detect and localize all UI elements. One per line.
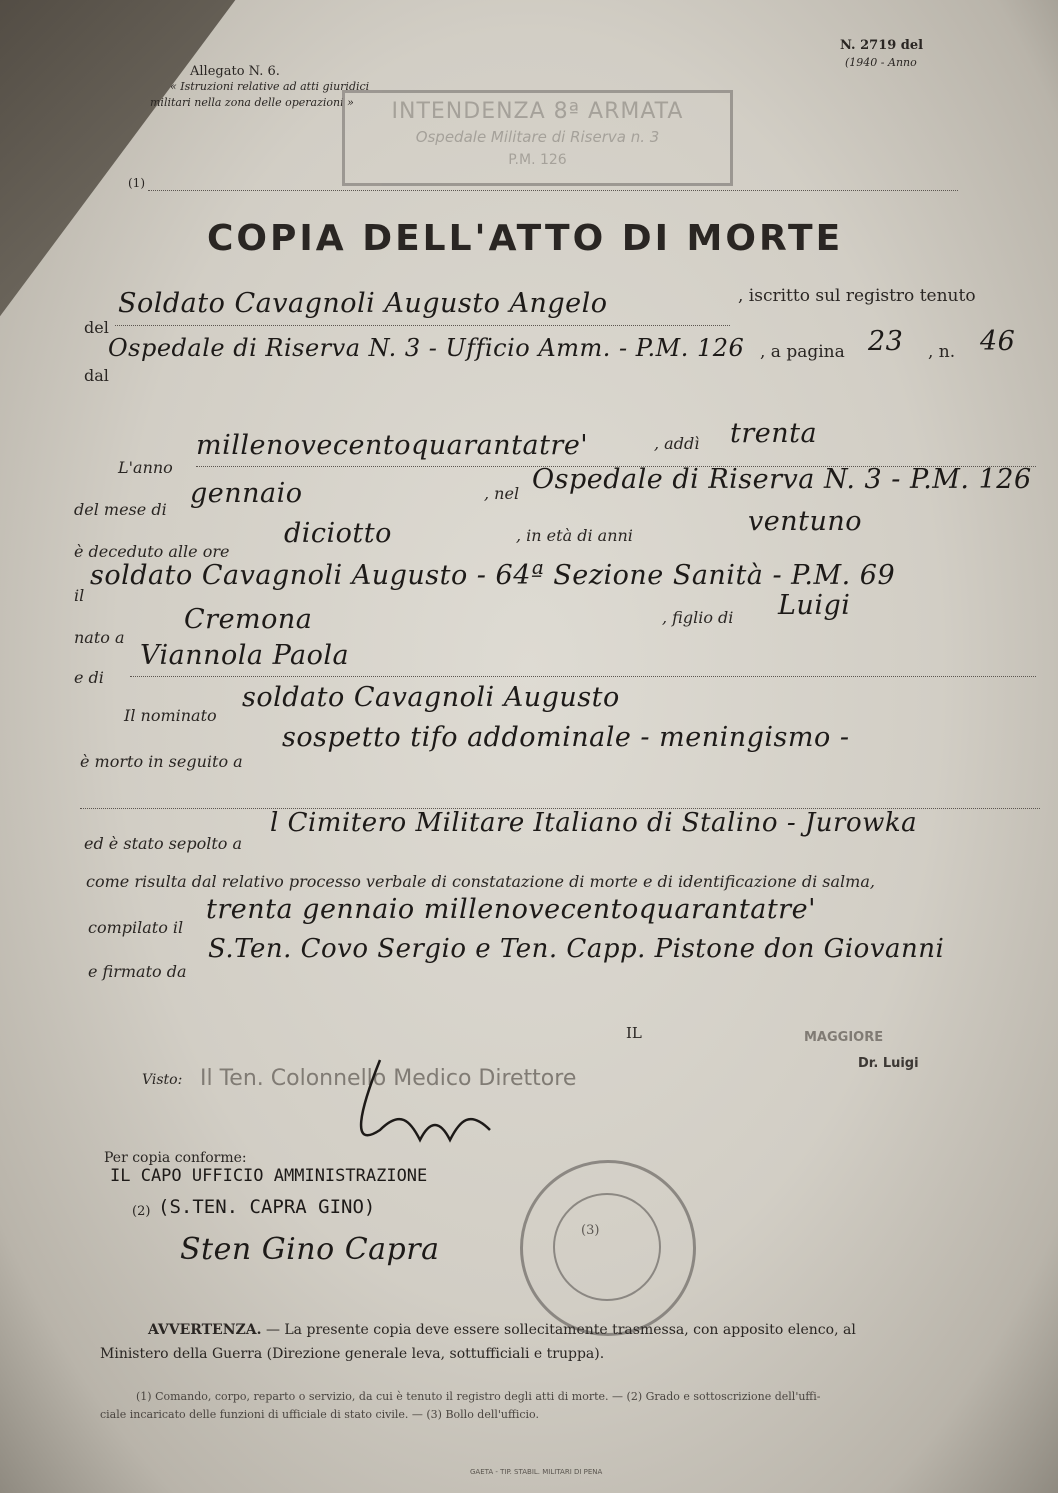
footnote-line-2: ciale incaricato delle funzioni di ufficiale di stato civile. — (3) Bollo dell'ufficio. [100,1408,539,1421]
nel-value: Ospedale di Riserva N. 3 - P.M. 126 [532,464,1032,495]
del-label: del [84,318,109,337]
il-label: il [74,586,85,605]
sepolto-label: ed è stato sepolto a [84,834,243,853]
printer-imprint: GAETA - TIP. STABIL. MILITARI DI PENA [470,1468,603,1476]
pagina-label: , a pagina [760,342,845,362]
firmato-value: S.Ten. Covo Sergio e Ten. Capp. Pistone don Giovanni [208,934,945,964]
nato-label: nato a [74,628,125,647]
avvertenza-text-2: Ministero della Guerra (Direzione generale leva, sottufficiali e truppa). [100,1346,605,1362]
allegato-label: Allegato N. 6. [190,64,280,79]
e-di-label: e di [74,668,104,687]
morto-value: sospetto tifo addominale - meningismo - [282,722,850,753]
nel-label: , nel [484,484,520,503]
document-year: (1940 - Anno [845,56,917,69]
pagina-value: 23 [868,326,904,357]
eta-label: , in età di anni [516,526,633,545]
firmato-label: e firmato da [88,962,187,981]
footnote-line-1: (1) Comando, corpo, reparto o servizio, da cui è tenuto il registro degli atti di morte. — (2) Grado e sottoscrizione dell'uffi- [136,1390,821,1403]
compilato-label: compilato il [88,918,184,937]
stamp-line-3: P.M. 126 [508,152,567,168]
nominato-label: Il nominato [124,706,217,725]
page-title: COPIA DELL'ATTO DI MORTE [207,218,844,259]
firma-signature: Sten Gino Capra [180,1232,440,1267]
dotted-line [115,325,730,326]
eta-value: ventuno [748,506,863,537]
anno-label: L'anno [118,458,173,477]
footnote-mark-1: (1) [128,176,145,190]
nota-2-mark: (2) [132,1204,151,1219]
ore-value: diciotto [284,518,392,549]
dal-label: dal [84,366,109,385]
addi-value: trenta [730,418,818,449]
risulta-text: come risulta dal relativo processo verbale di constatazione di morte e di identificazione di salma, [86,872,875,891]
anno-value: millenovecentoquarantatre' [196,430,589,461]
il-signature-label: IL [626,1024,642,1042]
officer-stamp-2: Dr. Luigi [858,1056,919,1071]
mese-label: del mese di [74,500,167,519]
avvertenza-line-1 [148,1322,856,1338]
capo-ufficio: IL CAPO UFFICIO AMMINISTRAZIONE [110,1166,428,1186]
per-copia-label: Per copia conforme: [104,1150,247,1166]
del-value: Soldato Cavagnoli Augusto Angelo [118,288,608,319]
avvertenza-text-1: — La presente copia deve essere sollecitamente trasmessa, con apposito elenco, al [265,1322,856,1338]
round-office-stamp [520,1160,696,1336]
n-label: , n. [928,342,956,362]
visto-signature [340,1050,510,1160]
nato-value: Cremona [184,604,313,635]
visto-stamp: Il Ten. Colonnello Medico Direttore [200,1066,577,1091]
n-value: 46 [980,326,1016,357]
bollo-mark: (3) [581,1223,600,1238]
officer-stamp-1: MAGGIORE [804,1030,884,1045]
iscritto-label: , iscritto sul registro tenuto [738,286,976,306]
compilato-value: trenta gennaio millenovecentoquarantatre' [206,894,816,925]
figlio-label: , figlio di [662,608,734,627]
visto-label: Visto: [142,1072,183,1088]
morto-label: è morto in seguito a [80,752,243,771]
dotted-line [130,676,1036,677]
mese-value: gennaio [190,478,303,509]
e-di-value: Viannola Paola [140,640,350,671]
dotted-line [148,190,958,191]
document-number: N. 2719 del [840,38,924,53]
addi-label: , addì [654,434,700,453]
capra-name: (S.TEN. CAPRA GINO) [158,1196,376,1218]
il-value: soldato Cavagnoli Augusto - 64ª Sezione Sanità - P.M. 69 [90,560,896,591]
istruzioni-line-1: « Istruzioni relative ad atti giuridici [170,80,370,93]
stamp-line-1: INTENDENZA 8ª ARMATA [391,99,684,124]
sepolto-value: l Cimitero Militare Italiano di Stalino - Jurowka [270,808,918,838]
stamp-line-2: Ospedale Militare di Riserva n. 3 [415,128,660,146]
avvertenza-label: AVVERTENZA. [148,1322,262,1338]
intendenza-stamp [342,90,733,186]
figlio-value: Luigi [778,590,851,621]
deceduto-label: è deceduto alle ore [74,542,230,561]
nominato-value: soldato Cavagnoli Augusto [242,682,620,713]
istruzioni-line-2: militari nella zona delle operazioni » [150,96,354,109]
dal-value: Ospedale di Riserva N. 3 - Ufficio Amm. - P.M. 126 [108,334,745,362]
